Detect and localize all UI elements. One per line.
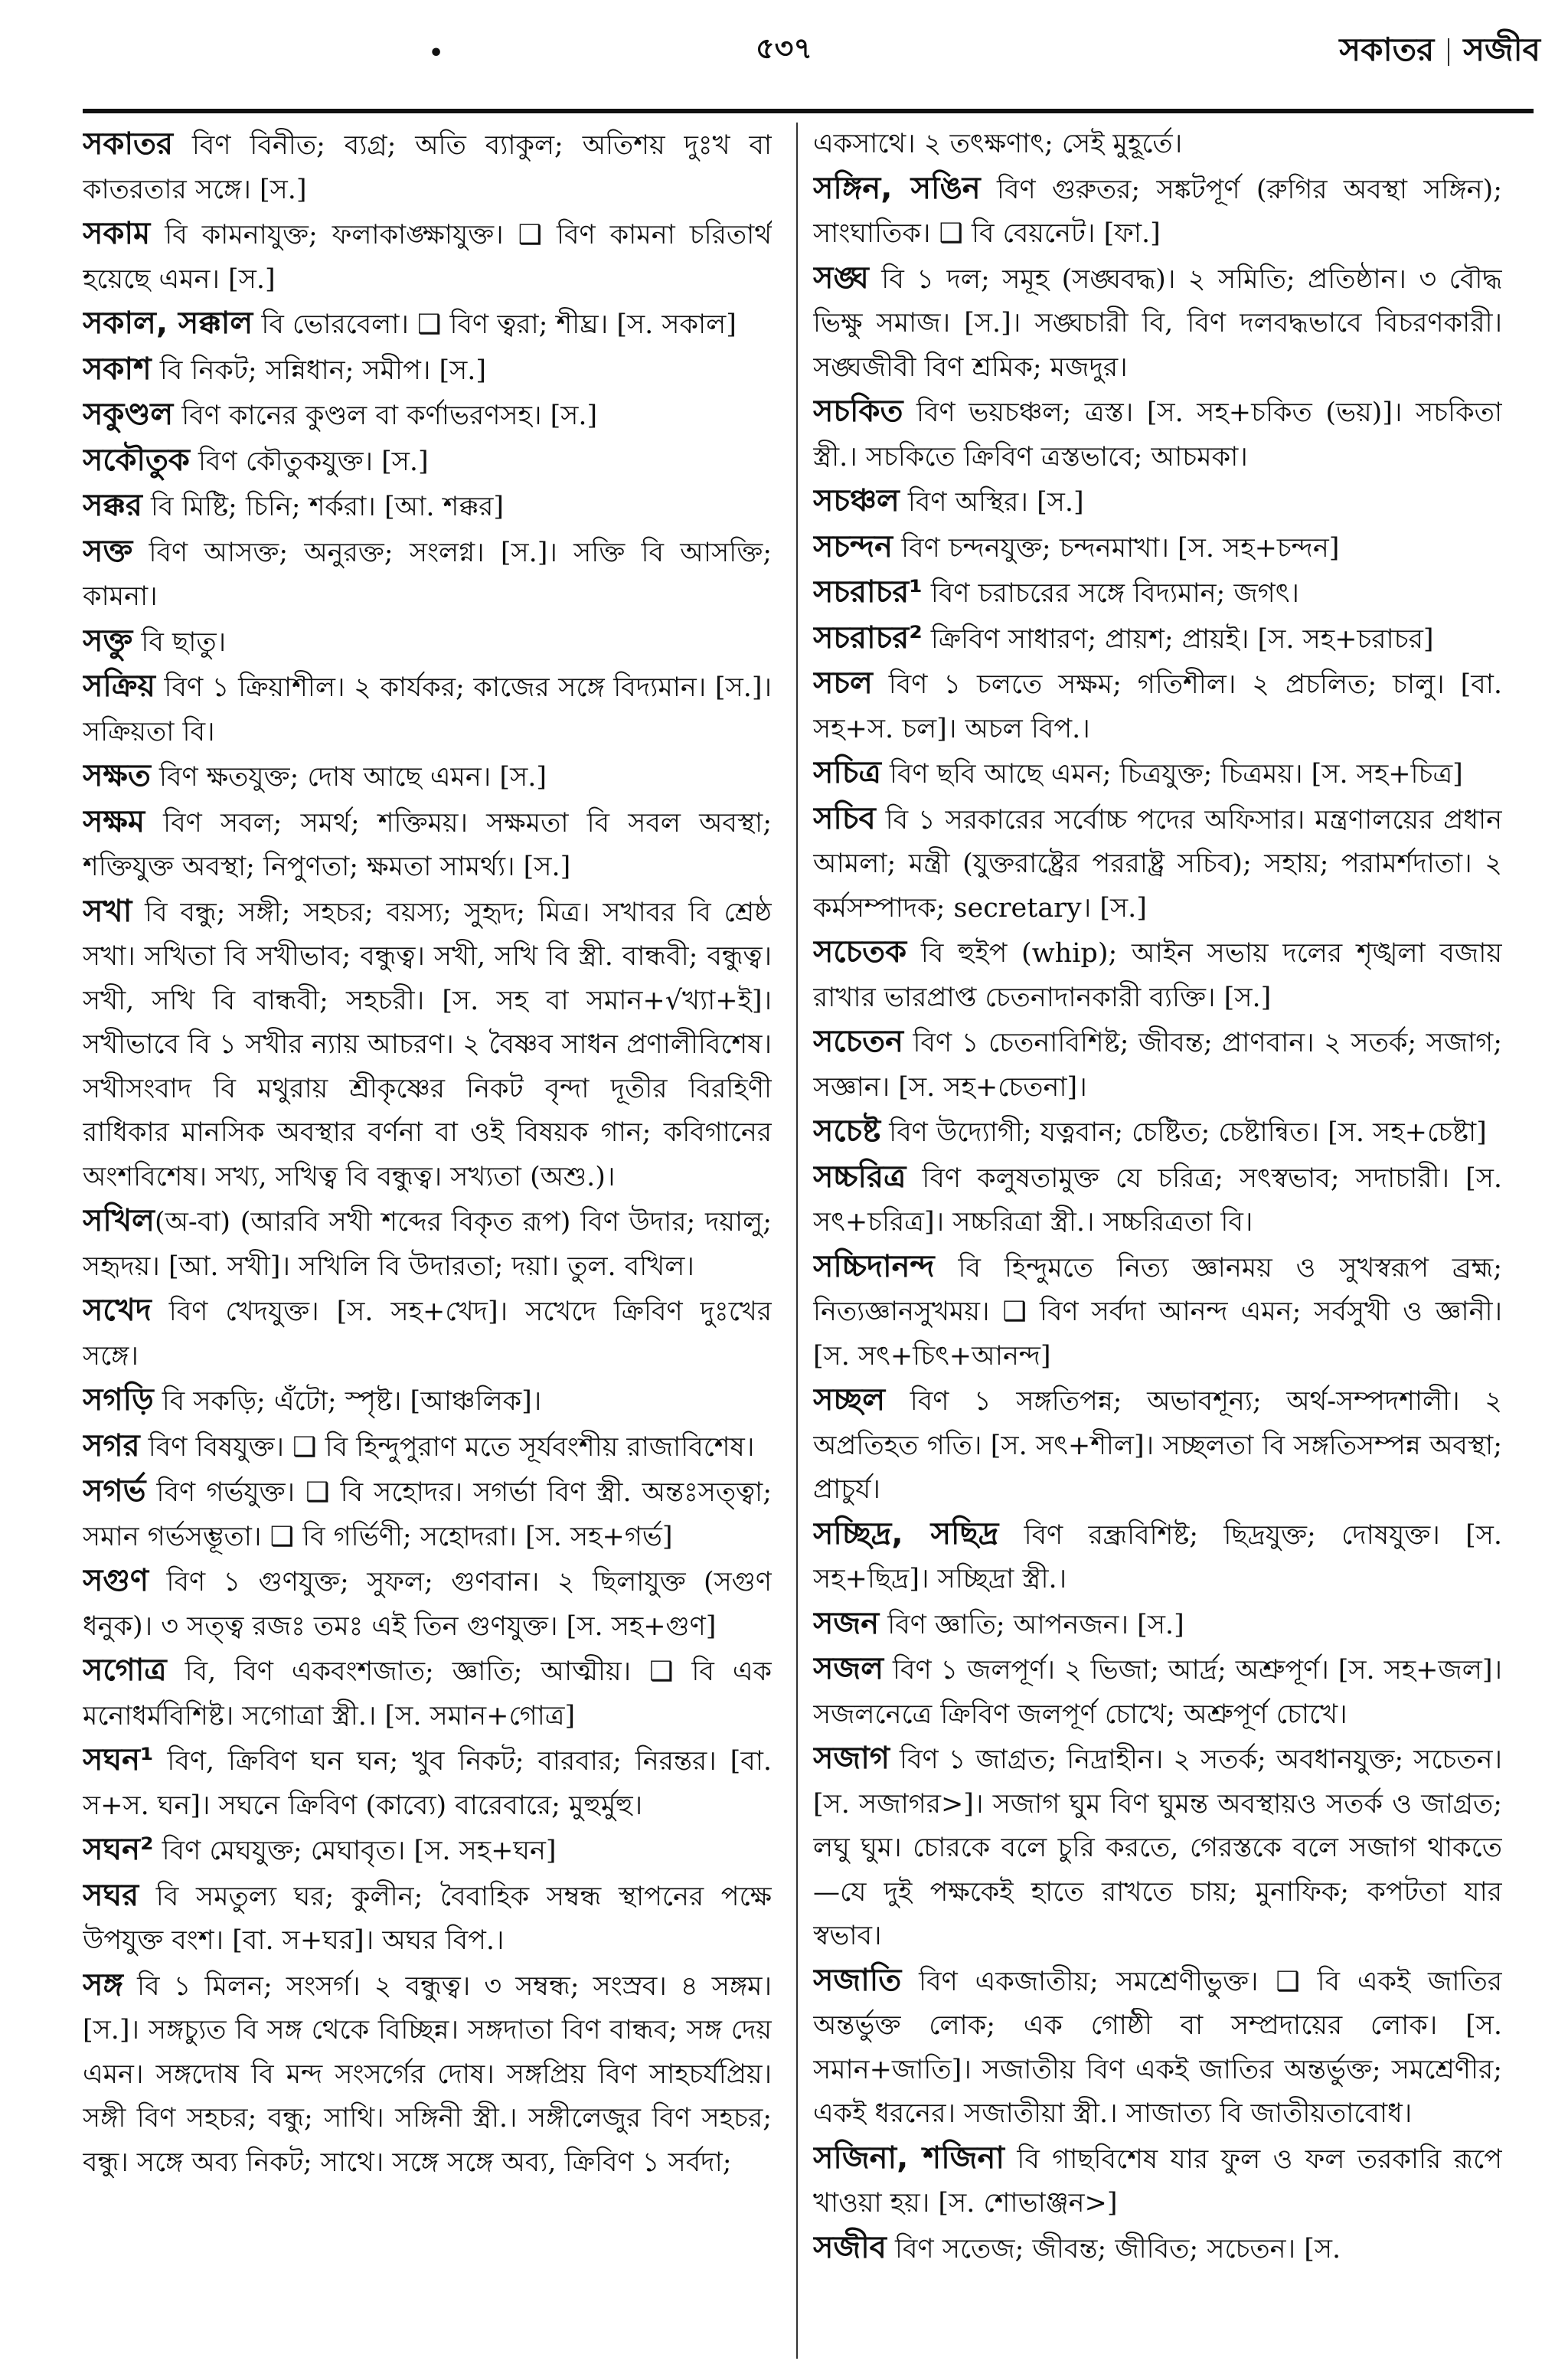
- entry-headword: সগুণ: [83, 1563, 149, 1598]
- entry-headword: সচ্চরিত্র: [813, 1159, 906, 1195]
- entry-definition: একসাথে। ২ তৎক্ষণাৎ; সেই মুহূর্তে।: [813, 129, 1183, 159]
- entry-definition: বিণ কৌতুকযুক্ত। [স.]: [189, 446, 429, 477]
- dictionary-entry: [813, 616, 1502, 662]
- dictionary-entry: [83, 1289, 772, 1378]
- entry-definition: বি কামনাযুক্ত; ফলাকাঙ্ক্ষাযুক্ত। ❑ বিণ কামনা চরিতার্থ হয়েছে এমন। [স.]: [83, 220, 772, 295]
- entry-headword: সজন: [813, 1605, 880, 1641]
- dictionary-entry: [83, 1424, 772, 1470]
- entry-headword: সচরাচর²: [813, 620, 923, 656]
- dictionary-entry: [813, 1647, 1502, 1737]
- entry-definition: বি ১ সরকারের সর্বোচ্চ পদের অফিসার। মন্ত্রণালয়ের প্রধান আমলা; মন্ত্রী (যুক্তরাষ্ট্রের পররাষ্ট্র সচিব); সহায়; পরামর্শদাতা। ২ কর্মসম্পাদক; secretary। [স.]: [813, 804, 1502, 924]
- dictionary-entry: [83, 1559, 772, 1649]
- entry-headword: সগর্ভ: [83, 1473, 146, 1509]
- dictionary-entry: [83, 393, 772, 439]
- entry-definition: বিণ একজাতীয়; সমশ্রেণীভুক্ত। ❑ বি একই জাতির অন্তর্ভুক্ত লোক; এক গোষ্ঠী বা সম্প্রদায়ের লোক। [স. সমান+জাতি]। সজাতীয় বিণ একই জাতির অন্তর্ভুক্ত; সমশ্রেণীর; একই ধরনের। সজাতীয়া স্ত্রী.। সাজাত্য বি জাতীয়তাবোধ।: [813, 1966, 1502, 2129]
- guide-word-separator: [1448, 38, 1449, 66]
- dictionary-entry: [813, 1737, 1502, 1959]
- entry-headword: সঙ্ঘ: [813, 260, 869, 296]
- entry-definition: বিণ বিনীত; ব্যগ্র; অতি ব্যাকুল; অতিশয় দুঃখ বা কাতরতার সঙ্গে। [স.]: [83, 130, 772, 205]
- entry-headword: সচঞ্চল: [813, 483, 900, 518]
- entry-headword: সকাশ: [83, 351, 152, 387]
- header-mark: •: [429, 40, 444, 67]
- dictionary-entry: [813, 167, 1502, 257]
- entry-definition: বিণ গর্ভযুক্ত। ❑ বি সহোদর। সগর্ভা বিণ স্ত্রী. অন্তঃসত্ত্বা; সমান গর্ভসম্ভূতা। ❑ বি গর্ভিণী; সহোদরা। [স. সহ+গর্ভ]: [83, 1477, 772, 1552]
- dictionary-entry: [813, 751, 1502, 797]
- dictionary-entry: [83, 1199, 772, 1289]
- dictionary-entry: [813, 1110, 1502, 1156]
- entry-headword: সক্কর: [83, 488, 142, 523]
- entry-definition: বি সকড়ি; এঁটো; স্পৃষ্ট। [আঞ্চলিক]।: [153, 1386, 542, 1417]
- entry-definition: বি, বিণ একবংশজাত; জ্ঞাতি; আত্মীয়। ❑ বি এক মনোধর্মবিশিষ্ট। সগোত্রা স্ত্রী.। [স. সমান+গোত্র]: [83, 1656, 772, 1731]
- dictionary-entry: [813, 571, 1502, 616]
- entry-headword: সজিনা, শজিনা: [813, 2140, 1004, 2176]
- dictionary-entry: [813, 525, 1502, 571]
- dictionary-entry: [83, 1874, 772, 1964]
- entry-headword: সঘন²: [83, 1832, 154, 1867]
- dictionary-entry: [83, 620, 772, 665]
- entry-headword: সগর: [83, 1427, 140, 1463]
- entry-definition: বিণ, ক্রিবিণ ঘন ঘন; খুব নিকট; বারবার; নিরন্তর। [বা. স+স. ঘন]। সঘনে ক্রিবিণ (কাব্যে) বারেবারে; মুহুর্মুহু।: [83, 1746, 772, 1821]
- entry-definition: বি ১ দল; সমূহ (সঙ্ঘবদ্ধ)। ২ সমিতি; প্রতিষ্ঠান। ৩ বৌদ্ধ ভিক্ষু সমাজ। [স.]। সঙ্ঘচারী বি, বিণ দলবদ্ধভাবে বিচরণকারী। সঙ্ঘজীবী বিণ শ্রমিক; মজদুর।: [813, 263, 1502, 383]
- entry-headword: সঘর: [83, 1877, 139, 1913]
- entry-headword: সক্ত: [83, 533, 133, 569]
- dictionary-entry: [83, 1828, 772, 1874]
- entry-headword: সক্ষম: [83, 803, 145, 839]
- entry-headword: সচেতন: [813, 1024, 903, 1059]
- entry-definition: বিণ ১ জলপূর্ণ। ২ ভিজা; আর্দ্র; অশ্রুপূর্ণ। [স. সহ+জল]। সজলনেত্রে ক্রিবিণ জলপূর্ণ চোখে; অশ্রুপূর্ণ চোখে।: [813, 1655, 1502, 1730]
- dictionary-entry: [813, 930, 1502, 1020]
- dictionary-entry: [813, 479, 1502, 525]
- entry-headword: সচ্চিদানন্দ: [813, 1248, 935, 1284]
- guide-word-last: সজীব: [1463, 31, 1540, 68]
- entry-definition: বিণ চন্দনযুক্ত; চন্দনমাখা। [স. সহ+চন্দন]: [892, 532, 1340, 564]
- column-divider: [796, 123, 798, 2359]
- left-column: [83, 123, 772, 2366]
- dictionary-entry: [83, 530, 772, 620]
- entry-definition: বিণ সবল; সমর্থ; শক্তিময়। সক্ষমতা বি সবল অবস্থা; শক্তিযুক্ত অবস্থা; নিপুণতা; ক্ষমতা সামর্থ্য। [স.]: [83, 807, 772, 882]
- entry-headword: সচিত্র: [813, 755, 881, 790]
- dictionary-entry: [813, 2137, 1502, 2226]
- dictionary-entry: [83, 890, 772, 1200]
- entry-definition: বিণ সতেজ; জীবন্ত; জীবিত; সচেতন। [স.: [886, 2233, 1341, 2264]
- entry-definition: বিণ ১ চেতনাবিশিষ্ট; জীবন্ত; প্রাণবান। ২ সতর্ক; সজাগ; সজ্ঞান। [স. সহ+চেতনা]।: [813, 1028, 1502, 1103]
- page-number: ৫৩৭: [755, 31, 813, 65]
- entry-definition: বিণ ১ গুণযুক্ত; সুফল; গুণবান। ২ ছিলাযুক্ত (সগুণ ধনুক)। ৩ সত্ত্ব রজঃ তমঃ এই তিন গুণযুক্ত। [স. সহ+গুণ]: [83, 1567, 772, 1642]
- dictionary-entry: [813, 662, 1502, 751]
- guide-word-first: সকাতর: [1339, 31, 1435, 68]
- dictionary-entry: [813, 1602, 1502, 1648]
- dictionary-entry: [813, 1245, 1502, 1379]
- entry-definition: বিণ উদ্যোগী; যত্নবান; চেষ্টিত; চেষ্টান্বিত। [স. সহ+চেষ্টা]: [880, 1117, 1487, 1148]
- entry-definition: বিণ রন্ধ্রবিশিষ্ট; ছিদ্রযুক্ত; দোষযুক্ত। [স. সহ+ছিদ্র]। সচ্ছিদ্রা স্ত্রী.।: [813, 1519, 1502, 1594]
- dictionary-entry: [813, 257, 1502, 391]
- entry-headword: সজাতি: [813, 1962, 902, 1998]
- entry-definition: বিণ ১ সঙ্গতিপন্ন; অভাবশূন্য; অর্থ-সম্পদশালী। ২ অপ্রতিহত গতি। [স. সৎ+শীল]। সচ্ছলতা বি সঙ্গতিসম্পন্ন অবস্থা; প্রাচুর্য।: [813, 1386, 1502, 1505]
- entry-definition: বিণ ১ ক্রিয়াশীল। ২ কার্যকর; কাজের সঙ্গে বিদ্যমান। [স.]। সক্রিয়তা বি।: [83, 672, 772, 747]
- entry-headword: সখা: [83, 893, 132, 929]
- entry-definition: বিণ কলুষতামুক্ত যে চরিত্র; সৎস্বভাব; সদাচারী। [স. সৎ+চরিত্র]। সচ্চরিত্রা স্ত্রী.। সচ্চরিত্রতা বি।: [813, 1162, 1502, 1238]
- entry-headword: সকুণ্ডল: [83, 397, 174, 432]
- entry-definition: বিণ গুরুতর; সঙ্কটপূর্ণ (রুগির অবস্থা সঙ্গিন); সাংঘাতিক। ❑ বি বেয়নেট। [ফা.]: [813, 174, 1502, 249]
- entry-definition: বিণ ভয়চঞ্চল; ত্রস্ত। [স. সহ+চকিত (ভয়)]। সচকিতা স্ত্রী.। সচকিতে ক্রিবিণ ত্রস্তভাবে; আচমকা।: [813, 397, 1502, 473]
- dictionary-entry: [813, 123, 1502, 167]
- entry-headword: সচকিত: [813, 394, 903, 429]
- dictionary-entry: [83, 1649, 772, 1738]
- entry-headword: সচেতক: [813, 934, 907, 970]
- entry-definition: (অ-বা) (আরবি সখী শব্দের বিকৃত রূপ) বিণ উদার; দয়ালু; সহৃদয়। [আ. সখী]। সখিলি বি উদারতা; দয়া। তুল. বখিল।: [83, 1207, 772, 1282]
- dictionary-entry: [83, 800, 772, 890]
- entry-headword: সঙ্গ: [83, 1967, 123, 2003]
- dictionary-entry: [83, 439, 772, 485]
- entry-headword: সচরাচর¹: [813, 574, 923, 610]
- entry-definition: বি হিন্দুমতে নিত্য জ্ঞানময় ও সুখস্বরূপ ব্রহ্ম; নিত্যজ্ঞানসুখময়। ❑ বিণ সর্বদা আনন্দ এমন; সর্বসুখী ও জ্ঞানী। [স. সৎ+চিৎ+আনন্দ]: [813, 1252, 1502, 1372]
- header-rule: [83, 109, 1534, 113]
- entry-definition: বি মিষ্টি; চিনি; শর্করা। [আ. শক্কর]: [142, 492, 505, 522]
- dictionary-entry: [813, 1020, 1502, 1110]
- entry-headword: সচ্ছল: [813, 1382, 886, 1418]
- entry-headword: সকাম: [83, 216, 151, 251]
- dictionary-entry: [813, 1512, 1502, 1602]
- entry-headword: সকাতর: [83, 126, 174, 162]
- entry-headword: সগোত্র: [83, 1653, 167, 1688]
- entry-definition: বিণ জ্ঞাতি; আপনজন। [স.]: [879, 1609, 1184, 1640]
- dictionary-entry: [83, 1964, 772, 2186]
- entry-definition: বিণ মেঘযুক্ত; মেঘাবৃত। [স. সহ+ঘন]: [153, 1836, 557, 1866]
- entry-headword: সক্তু: [83, 623, 133, 659]
- dictionary-entry: [813, 390, 1502, 479]
- entry-definition: ক্রিবিণ সাধারণ; প্রায়শ; প্রায়ই। [স. সহ+চরাচর]: [922, 623, 1434, 655]
- entry-headword: সঙ্গিন, সঙিন: [813, 170, 981, 206]
- entry-definition: বিণ ক্ষতযুক্ত; দোষ আছে এমন। [স.]: [150, 762, 547, 793]
- entry-headword: সকাল, সক্কাল: [83, 306, 253, 341]
- entry-definition: বি হুইপ (whip); আইন সভায় দলের শৃঙ্খলা বজায় রাখার ভারপ্রাপ্ত চেতনাদানকারী ব্যক্তি। [স.]: [813, 938, 1502, 1013]
- entry-definition: বিণ ১ চলতে সক্ষম; গতিশীল। ২ প্রচলিত; চালু। [বা. সহ+স. চল]। অচল বিপ.।: [813, 669, 1502, 744]
- dictionary-entry: [83, 302, 772, 348]
- dictionary-entry: [813, 1156, 1502, 1245]
- entry-headword: সজল: [813, 1651, 884, 1686]
- entry-headword: সখিল: [83, 1203, 155, 1238]
- dictionary-entry: [83, 1738, 772, 1828]
- entry-definition: বি ১ মিলন; সংসর্গ। ২ বন্ধুত্ব। ৩ সম্বন্ধ; সংস্রব। ৪ সঙ্গম। [স.]। সঙ্গচ্যুত বি সঙ্গ থেকে বিচ্ছিন্ন। সঙ্গদাতা বিণ বান্ধব; সঙ্গ দেয় এমন। সঙ্গদোষ বি মন্দ সংসর্গের দোষ। সঙ্গপ্রিয় বিণ সাহচর্যপ্রিয়। সঙ্গী বিণ সহচর; বন্ধু; সাথি। সঙ্গিনী স্ত্রী.। সঙ্গীলেজুর বিণ সহচর; বন্ধু। সঙ্গে অব্য নিকট; সাথে। সঙ্গে সঙ্গে অব্য, ক্রিবিণ ১ সর্বদা;: [83, 1970, 772, 2178]
- dictionary-entry: [83, 348, 772, 394]
- entry-definition: বি নিকট; সন্নিধান; সমীপ। [স.]: [151, 355, 487, 386]
- entry-definition: বি বন্ধু; সঙ্গী; সহচর; বয়স্য; সুহৃদ; মিত্র। সখাবর বি শ্রেষ্ঠ সখা। সখিতা বি সখীভাব; বন্ধুত্ব। সখী, সখি বি স্ত্রী. বান্ধবী; বন্ধুত্ব। সখী, সখি বি বান্ধবী; সহচরী। [স. সহ বা সমান+√খ্যা+ই]। সখীভাবে বি ১ সখীর ন্যায় আচরণ। ২ বৈষ্ণব সাধন প্রণালীবিশেষ। সখীসংবাদ বি মথুরায় শ্রীকৃষ্ণের নিকট বৃন্দা দূতীর বিরহিণী রাধিকার মানসিক অবস্থার বর্ণনা বা ওই বিষয়ক গান; কবিগানের অংশবিশেষ। সখ্য, সখিত্ব বি বন্ধুত্ব। সখ্যতা (অশু.)।: [83, 897, 772, 1192]
- entry-headword: সচিব: [813, 800, 876, 836]
- entry-headword: সচন্দন: [813, 528, 893, 564]
- dictionary-entry: [813, 1959, 1502, 2137]
- entry-headword: সচেষ্ট: [813, 1113, 881, 1149]
- entry-headword: সজীব: [813, 2229, 887, 2265]
- entry-definition: বিণ বিষযুক্ত। ❑ বি হিন্দুপুরাণ মতে সূর্যবংশীয় রাজাবিশেষ।: [139, 1431, 755, 1463]
- entry-headword: সগড়ি: [83, 1382, 154, 1418]
- entry-headword: সক্রিয়: [83, 669, 155, 704]
- entry-definition: বিণ চরাচরের সঙ্গে বিদ্যমান; জগৎ।: [922, 578, 1299, 609]
- entry-headword: সখেদ: [83, 1293, 152, 1328]
- dictionary-entry: [83, 754, 772, 800]
- entry-headword: সঘন¹: [83, 1742, 154, 1777]
- entry-definition: বিণ খেদযুক্ত। [স. সহ+খেদ]। সখেদে ক্রিবিণ দুঃখের সঙ্গে।: [83, 1297, 772, 1372]
- dictionary-entry: [83, 212, 772, 302]
- dictionary-entry: [83, 1470, 772, 1559]
- dictionary-entry: [83, 1378, 772, 1424]
- dictionary-entry: [813, 2226, 1502, 2272]
- page-header: [0, 0, 1568, 107]
- entry-headword: সজাগ: [813, 1741, 890, 1776]
- dictionary-entry: [83, 665, 772, 754]
- entry-definition: বিণ আসক্ত; অনুরক্ত; সংলগ্ন। [স.]। সক্তি বি আসক্তি; কামনা।: [83, 537, 772, 612]
- guide-words: [1339, 25, 1540, 79]
- entry-definition: বিণ অস্থির। [স.]: [899, 487, 1084, 518]
- entry-definition: বি ছাতু।: [132, 626, 227, 658]
- dictionary-entry: [813, 797, 1502, 931]
- dictionary-entry: [813, 1378, 1502, 1512]
- dictionary-entry: [83, 123, 772, 212]
- entry-definition: বিণ ১ জাগ্রত; নিদ্রাহীন। ২ সতর্ক; অবধানযুক্ত; সচেতন। [স. সজাগর>]। সজাগ ঘুম বিণ ঘুমন্ত অবস্থায়ও সতর্ক ও জাগ্রত; লঘু ঘুম। চোরকে বলে চুরি করতে, গেরস্তকে বলে সজাগ থাকতে—যে দুই পক্ষকেই হাতে রাখতে চায়; মুনাফিক; কপটতা যার স্বভাব।: [813, 1745, 1502, 1951]
- entry-definition: বিণ কানের কুণ্ডল বা কর্ণাভরণসহ। [স.]: [173, 401, 598, 431]
- entry-headword: সক্ষত: [83, 758, 151, 793]
- right-column: [813, 123, 1502, 2366]
- entry-headword: সচ্ছিদ্র, সছিদ্র: [813, 1516, 999, 1552]
- entry-definition: বি গাছবিশেষ যার ফুল ও ফল তরকারি রূপে খাওয়া হয়। [স. শোভাঞ্জন>]: [813, 2143, 1502, 2219]
- entry-headword: সচল: [813, 665, 873, 701]
- entry-headword: সকৌতুক: [83, 442, 190, 478]
- dictionary-entry: [83, 484, 772, 530]
- entry-definition: বিণ ছবি আছে এমন; চিত্রযুক্ত; চিত্রময়। [স. সহ+চিত্র]: [880, 759, 1463, 790]
- entry-definition: বি ভোরবেলা। ❑ বিণ ত্বরা; শীঘ্র। [স. সকাল]: [253, 309, 737, 340]
- entry-definition: বি সমতুল্য ঘর; কুলীন; বৈবাহিক সম্বন্ধ স্থাপনের পক্ষে উপযুক্ত বংশ। [বা. স+ঘর]। অঘর বিপ.।: [83, 1881, 772, 1956]
